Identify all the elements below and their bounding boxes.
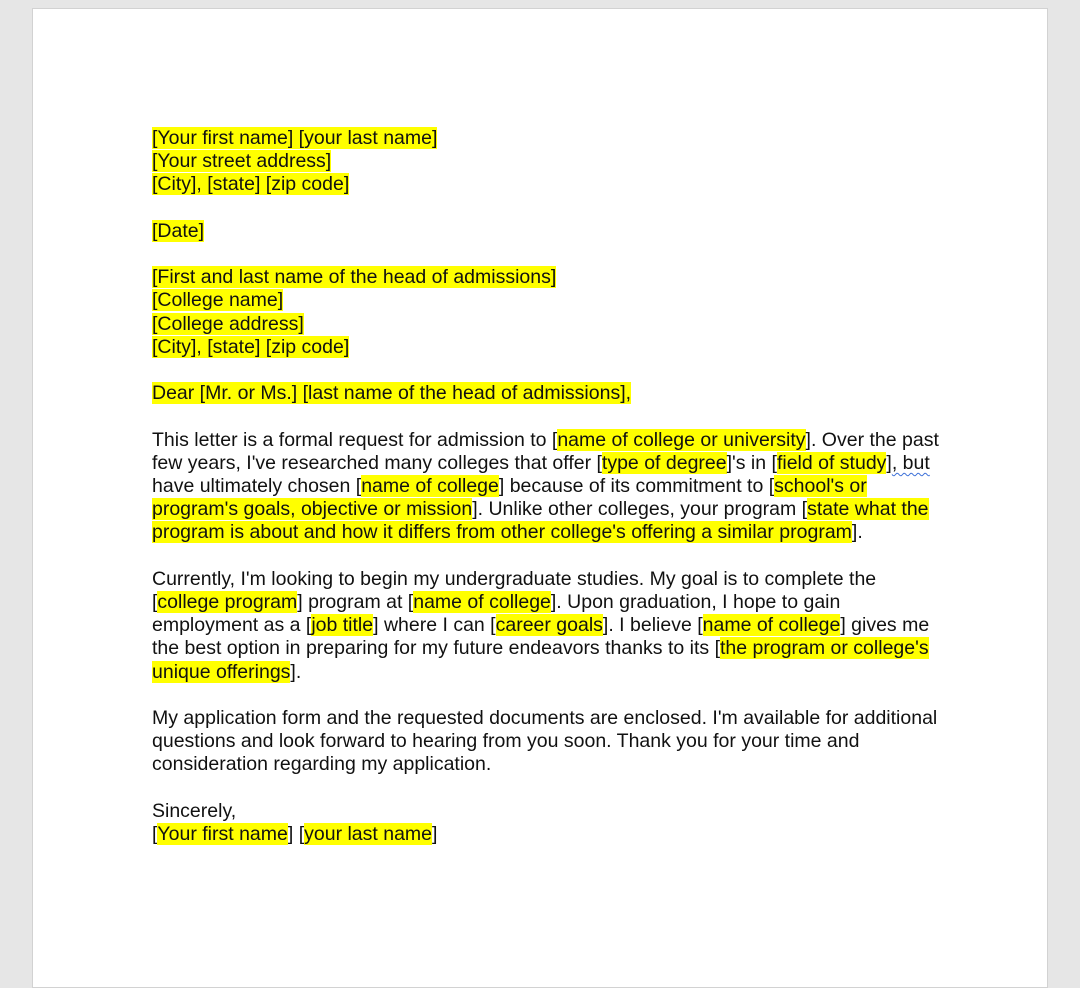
recipient-city: [City], [state] [zip code] — [152, 335, 350, 358]
paragraph-3: My application form and the requested documents are enclosed. I'm available for additional questions and look forward to hearing from you soon. Thank you for your time and consideration regarding my application. — [152, 706, 938, 776]
letter-body[interactable] — [152, 127, 942, 846]
sender-city: [City], [state] [zip code] — [152, 173, 350, 196]
sender-block — [152, 127, 942, 197]
grammar-squiggle[interactable]: , but — [891, 451, 930, 474]
paragraph-2: Currently, I'm looking to begin my undergraduate studies. My goal is to complete the [college program] program at [name of college]. Upon graduation, I hope to gain employment as a [job title] where I can [career goals]. I believe [name of college] gives me the best option in preparing for my future endeavors thanks to its [the program or college's unique offerings]. — [152, 567, 930, 683]
recipient-block — [152, 266, 942, 359]
closing-word: Sincerely, — [152, 799, 237, 822]
signature-name: [Your first name] [your last name] — [152, 822, 438, 845]
recipient-college-address: [College address] — [152, 312, 304, 335]
document-page — [32, 8, 1048, 988]
date-line: [Date] — [152, 219, 205, 242]
sender-street: [Your street address] — [152, 150, 332, 173]
recipient-college-name: [College name] — [152, 289, 284, 312]
sender-name: [Your first name] [your last name] — [152, 127, 438, 149]
paragraph-1: This letter is a formal request for admission to [name of college or university]. Over the past few years, I've researched many colleges that offer [type of degree]'s in [field of study], but have ultimately chosen [name of college] because of its commitment to [school's or program's goals, objective or mission]. Unlike other colleges, your program [state what the program is about and how it differs from other college's offering a similar program]. — [152, 428, 939, 544]
recipient-name: [First and last name of the head of admissions] — [152, 266, 557, 289]
salutation: Dear [Mr. or Ms.] [last name of the head of admissions], — [152, 382, 632, 405]
